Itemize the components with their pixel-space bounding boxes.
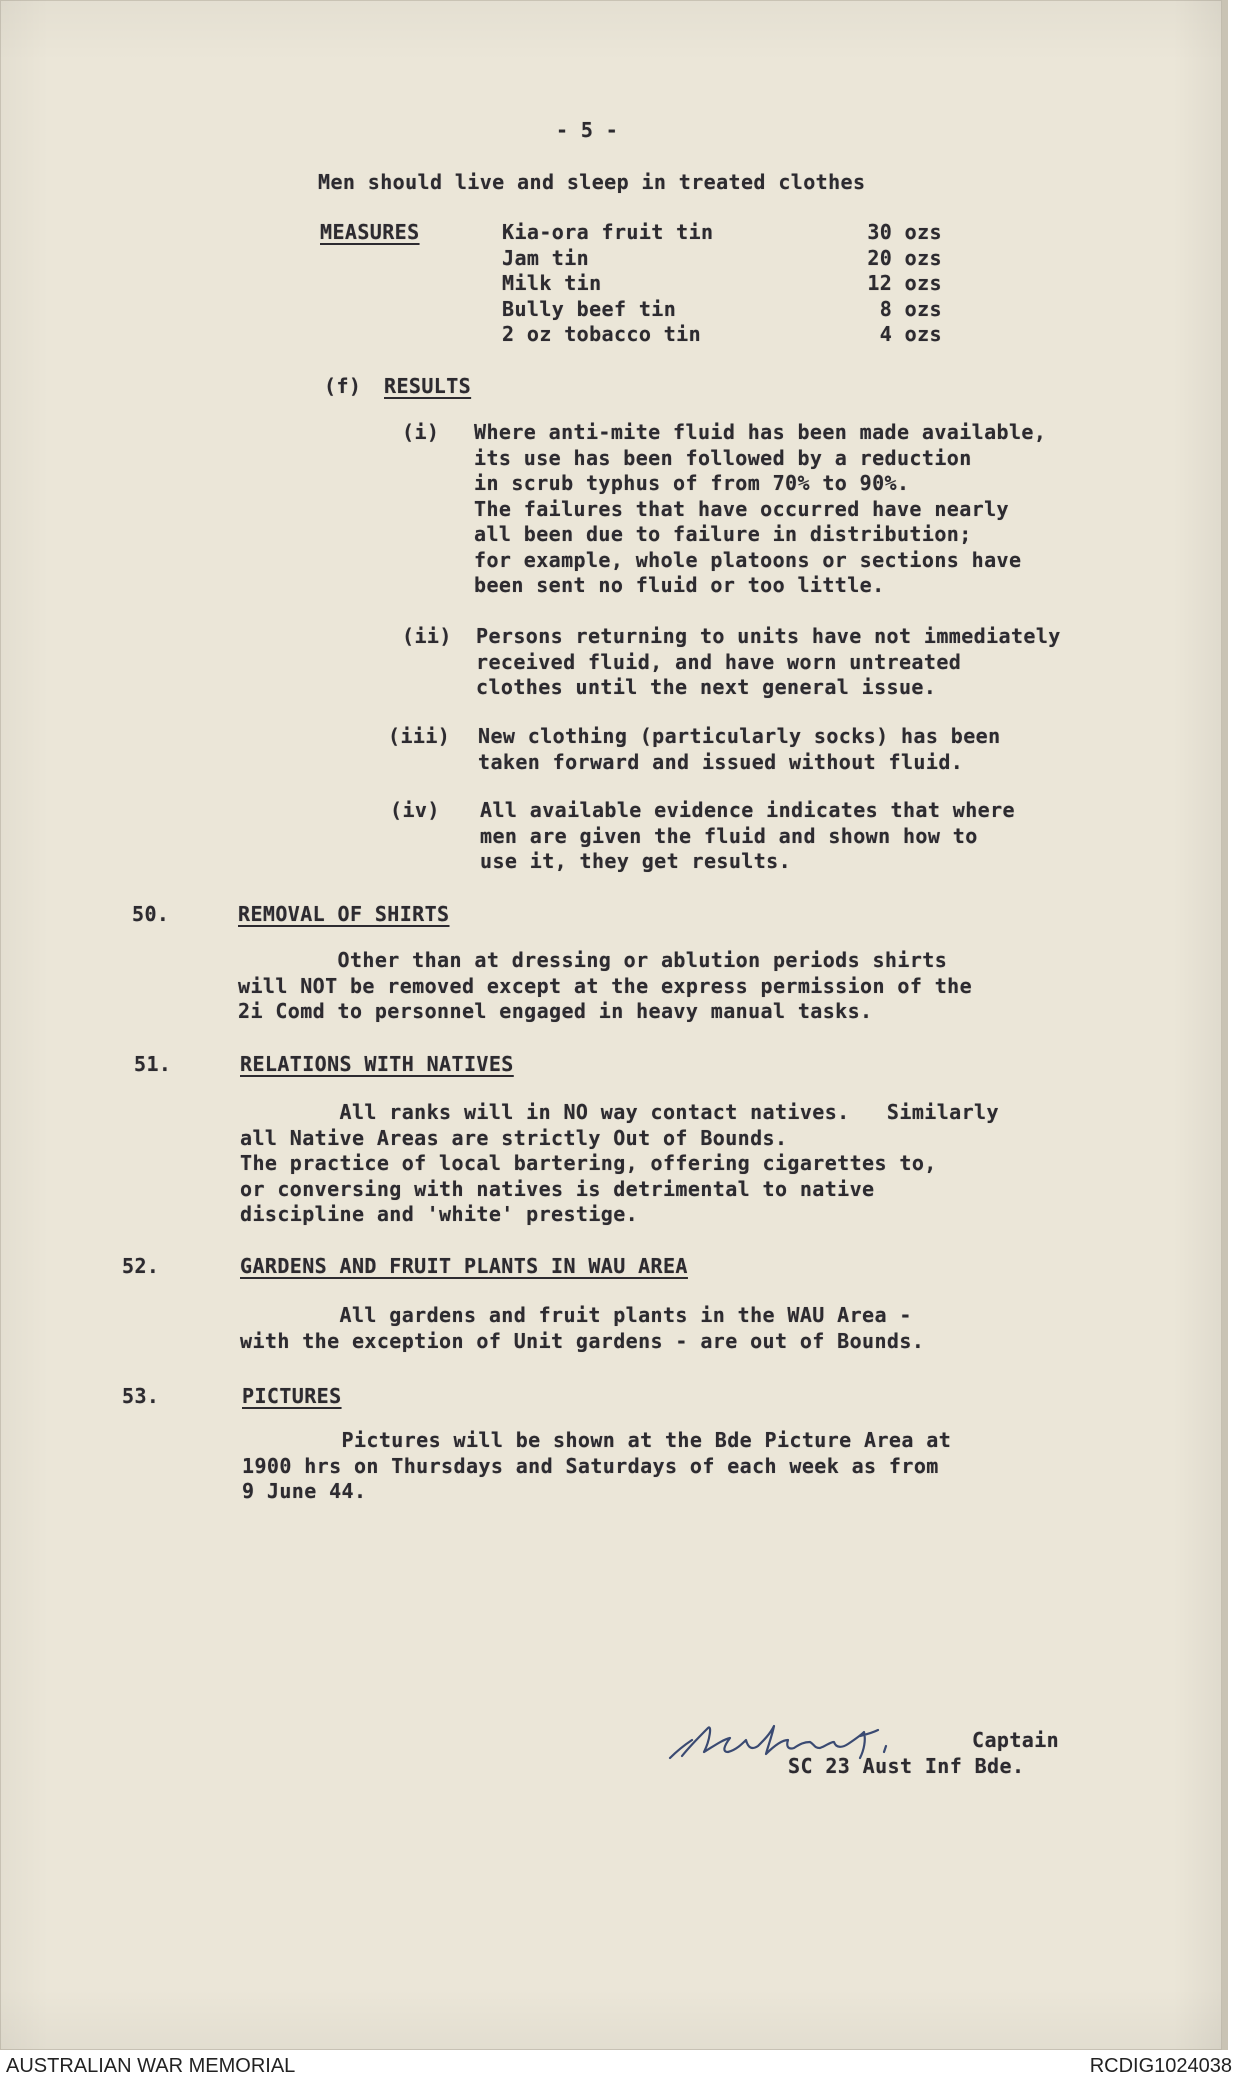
measure-qty: 8 ozs	[879, 296, 942, 321]
result-number: (iii)	[388, 724, 451, 748]
result-line: clothes until the next general issue.	[476, 675, 937, 699]
result-line: been sent no fluid or too little.	[474, 573, 885, 597]
measures-heading: MEASURES	[320, 220, 420, 244]
section-heading: PICTURES	[242, 1384, 342, 1408]
section-line: discipline and 'white' prestige.	[240, 1202, 639, 1226]
result-number: (i)	[402, 420, 440, 444]
result-line: in scrub typhus of from 70% to 90%.	[474, 471, 910, 495]
result-line: received fluid, and have worn untreated	[476, 649, 962, 674]
result-line: men are given the fluid and shown how to	[480, 823, 978, 848]
measure-item: 2 oz tobacco tin	[502, 322, 702, 346]
signature-unit: SC 23 Aust Inf Bde.	[788, 1754, 1025, 1778]
measure-qty: 4 ozs	[879, 322, 942, 346]
measure-item: Jam tin	[502, 245, 590, 270]
page-edge	[1222, 0, 1228, 2050]
measure-item: Kia-ora fruit tin	[502, 220, 714, 244]
result-line: its use has been followed by a reduction	[474, 445, 972, 470]
section-number: 53.	[122, 1384, 160, 1408]
results-heading: RESULTS	[384, 374, 472, 398]
result-number: (iv)	[390, 798, 440, 822]
measure-qty: 30 ozs	[867, 220, 942, 244]
section-number: 52.	[122, 1254, 160, 1278]
section-line: 2i Comd to personnel engaged in heavy manual tasks.	[238, 999, 873, 1023]
results-label: (f)	[324, 374, 362, 398]
result-line: use it, they get results.	[480, 849, 792, 873]
result-number: (ii)	[402, 624, 452, 648]
result-line: for example, whole platoons or sections have	[474, 547, 1022, 572]
footer-left: AUSTRALIAN WAR MEMORIAL	[6, 2055, 296, 2077]
section-line: Pictures will be shown at the Bde Picture Area at	[242, 1428, 952, 1452]
section-heading: GARDENS AND FRUIT PLANTS IN WAU AREA	[240, 1254, 688, 1278]
intro-line: Men should live and sleep in treated clothes	[318, 170, 866, 194]
measure-qty: 20 ozs	[867, 245, 942, 270]
signature-rank: Captain	[972, 1728, 1060, 1752]
page-number: - 5 -	[556, 118, 619, 142]
section-heading: RELATIONS WITH NATIVES	[240, 1052, 514, 1076]
section-line: all Native Areas are strictly Out of Bounds.	[240, 1125, 788, 1150]
footer-bar	[0, 2050, 1240, 2082]
section-line: 1900 hrs on Thursdays and Saturdays of each week as from	[242, 1453, 939, 1478]
section-line: with the exception of Unit gardens - are out of Bounds.	[240, 1328, 925, 1353]
section-line: All gardens and fruit plants in the WAU Area -	[240, 1303, 912, 1327]
section-line: 9 June 44.	[242, 1479, 367, 1503]
section-line: The practice of local bartering, offering cigarettes to,	[240, 1151, 937, 1175]
footer-right: RCDIG1024038	[1089, 2055, 1232, 2077]
result-line: New clothing (particularly socks) has been	[478, 724, 1001, 748]
measure-item: Milk tin	[502, 271, 602, 295]
section-line: All ranks will in NO way contact natives. Similarly	[240, 1100, 999, 1124]
section-line: will NOT be removed except at the express permission of the	[238, 973, 973, 998]
section-line: or conversing with natives is detrimental to native	[240, 1176, 875, 1201]
measure-qty: 12 ozs	[867, 271, 942, 295]
section-line: Other than at dressing or ablution periods shirts	[238, 948, 948, 972]
section-number: 51.	[134, 1052, 172, 1076]
result-line: The failures that have occurred have nearly	[474, 496, 1009, 521]
measure-item: Bully beef tin	[502, 296, 677, 321]
result-line: taken forward and issued without fluid.	[478, 749, 964, 774]
result-line: all been due to failure in distribution;	[474, 522, 972, 546]
section-number: 50.	[132, 902, 170, 926]
result-line: Where anti-mite fluid has been made available,	[474, 420, 1047, 444]
result-line: Persons returning to units have not immediately	[476, 624, 1061, 648]
result-line: All available evidence indicates that where	[480, 798, 1015, 822]
section-heading: REMOVAL OF SHIRTS	[238, 902, 450, 926]
